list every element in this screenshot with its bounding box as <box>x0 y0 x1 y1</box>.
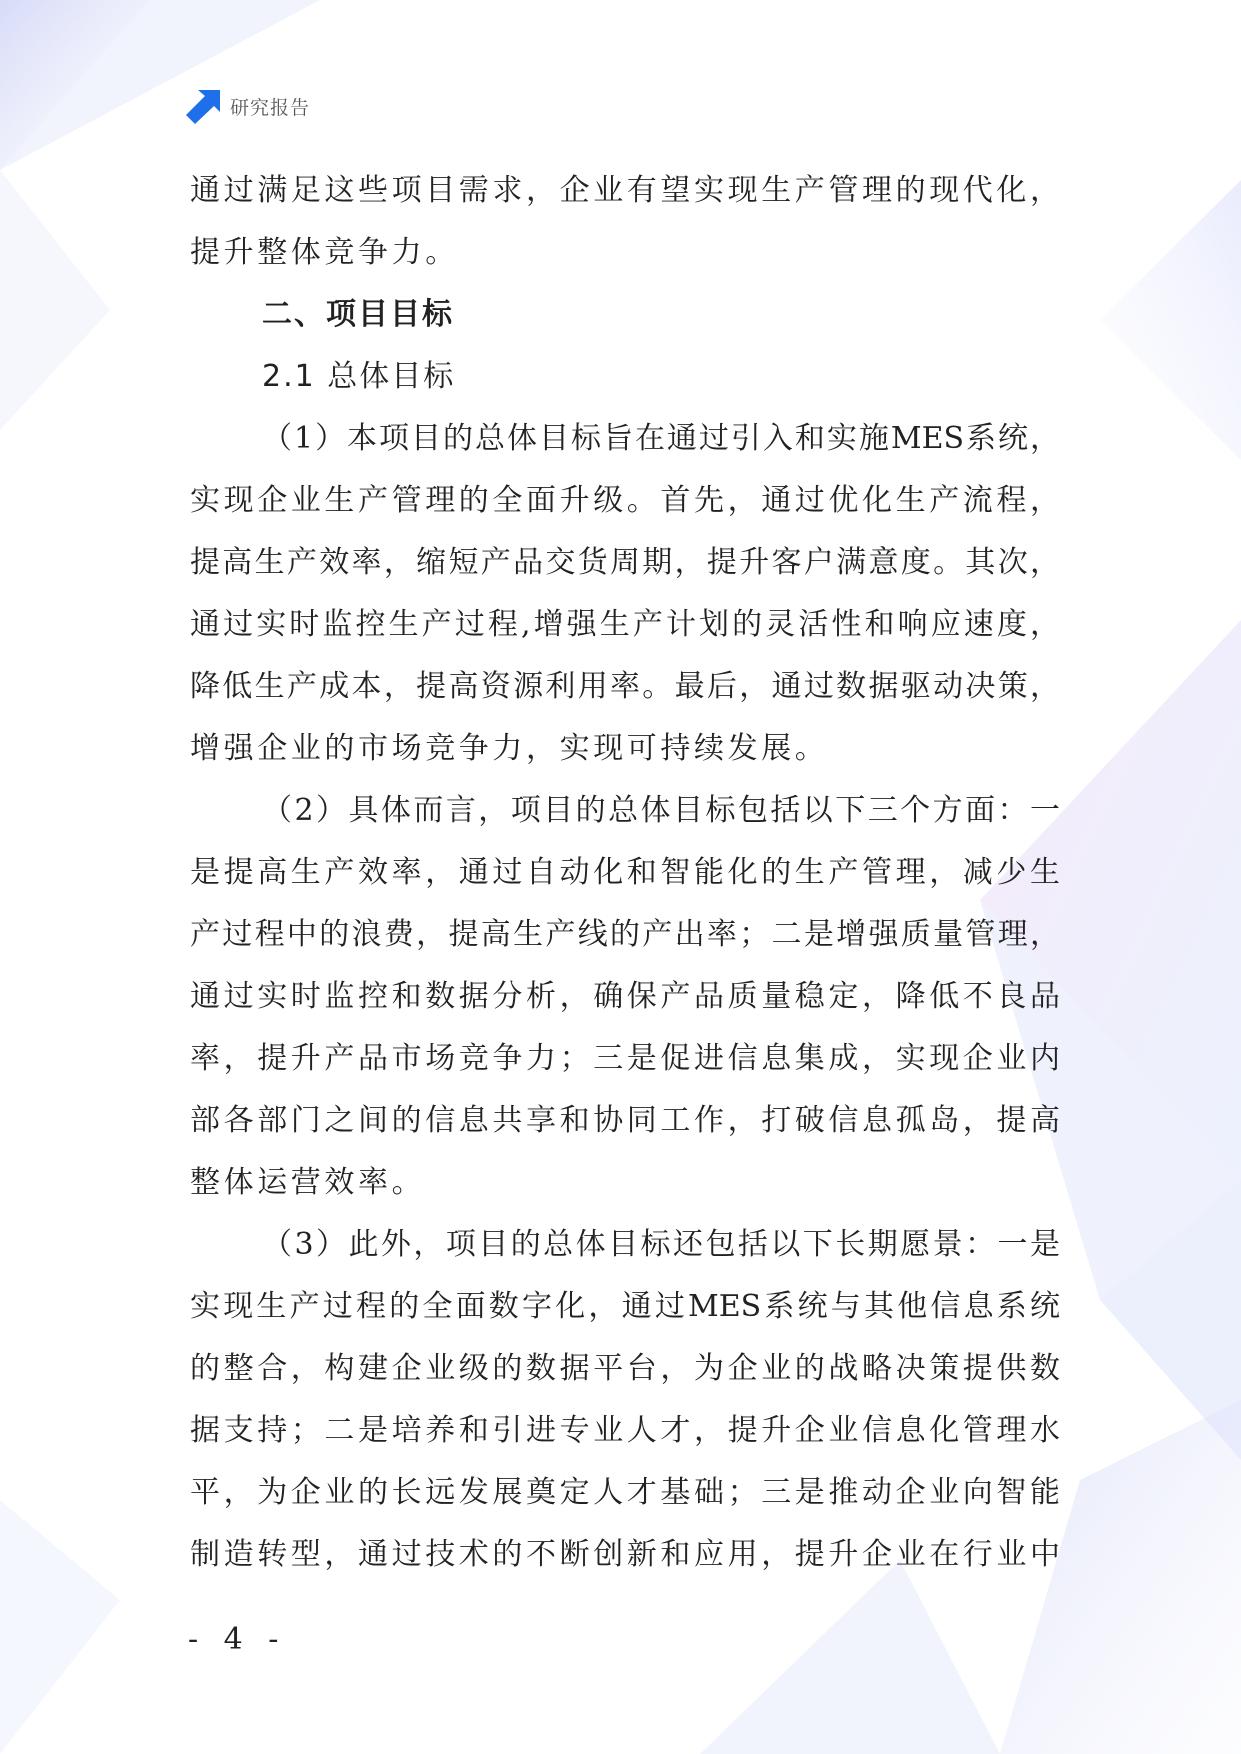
paragraph-line: 率，提升产品市场竞争力；三是促进信息集成，实现企业内 <box>190 1041 1060 1076</box>
paragraph-line: 实现生产过程的全面数字化，通过MES系统与其他信息系统 <box>190 1289 1060 1324</box>
paragraph-line: 据支持；二是培养和引进专业人才，提升企业信息化管理水 <box>190 1413 1060 1448</box>
paragraph-line: （1）本项目的总体目标旨在通过引入和实施MES系统， <box>262 421 1060 456</box>
paragraph-line: （3）此外，项目的总体目标还包括以下长期愿景：一是 <box>262 1227 1060 1262</box>
paragraph-line: 是提高生产效率，通过自动化和智能化的生产管理，减少生 <box>190 855 1060 890</box>
page-number: - 4 - <box>188 1622 287 1657</box>
paragraph-line: 通过实时监控生产过程,增强生产计划的灵活性和响应速度， <box>190 607 1060 642</box>
header-title: 研究报告 <box>230 96 311 119</box>
report-header <box>186 88 310 124</box>
document-body <box>190 160 1060 1586</box>
diagonal-arrow-icon <box>186 88 222 124</box>
subsection-heading: 2.1 总体目标 <box>262 359 456 394</box>
paragraph-line: 提高生产效率，缩短产品交货周期，提升客户满意度。其次， <box>190 545 1060 580</box>
section-heading: 二、项目目标 <box>262 297 454 332</box>
paragraph-line: 部各部门之间的信息共享和协同工作，打破信息孤岛，提高 <box>190 1103 1060 1138</box>
paragraph-line: 通过实时监控和数据分析，确保产品质量稳定，降低不良品 <box>190 979 1060 1014</box>
intro-line: 提升整体竞争力。 <box>190 235 459 270</box>
paragraph-line: 增强企业的市场竞争力，实现可持续发展。 <box>190 731 829 766</box>
paragraph-line: 的整合，构建企业级的数据平台，为企业的战略决策提供数 <box>190 1351 1060 1386</box>
paragraph-line: （2）具体而言，项目的总体目标包括以下三个方面：一 <box>262 793 1060 828</box>
paragraph-line: 实现企业生产管理的全面升级。首先，通过优化生产流程， <box>190 483 1060 518</box>
paragraph-line: 平，为企业的长远发展奠定人才基础；三是推动企业向智能 <box>190 1475 1060 1510</box>
intro-line: 通过满足这些项目需求，企业有望实现生产管理的现代化， <box>190 173 1060 208</box>
paragraph-line: 整体运营效率。 <box>190 1165 426 1200</box>
paragraph-line: 产过程中的浪费，提高生产线的产出率；二是增强质量管理， <box>190 917 1060 952</box>
paragraph-line: 制造转型，通过技术的不断创新和应用，提升企业在行业中 <box>190 1537 1060 1572</box>
paragraph-line: 降低生产成本，提高资源利用率。最后，通过数据驱动决策， <box>190 669 1060 704</box>
